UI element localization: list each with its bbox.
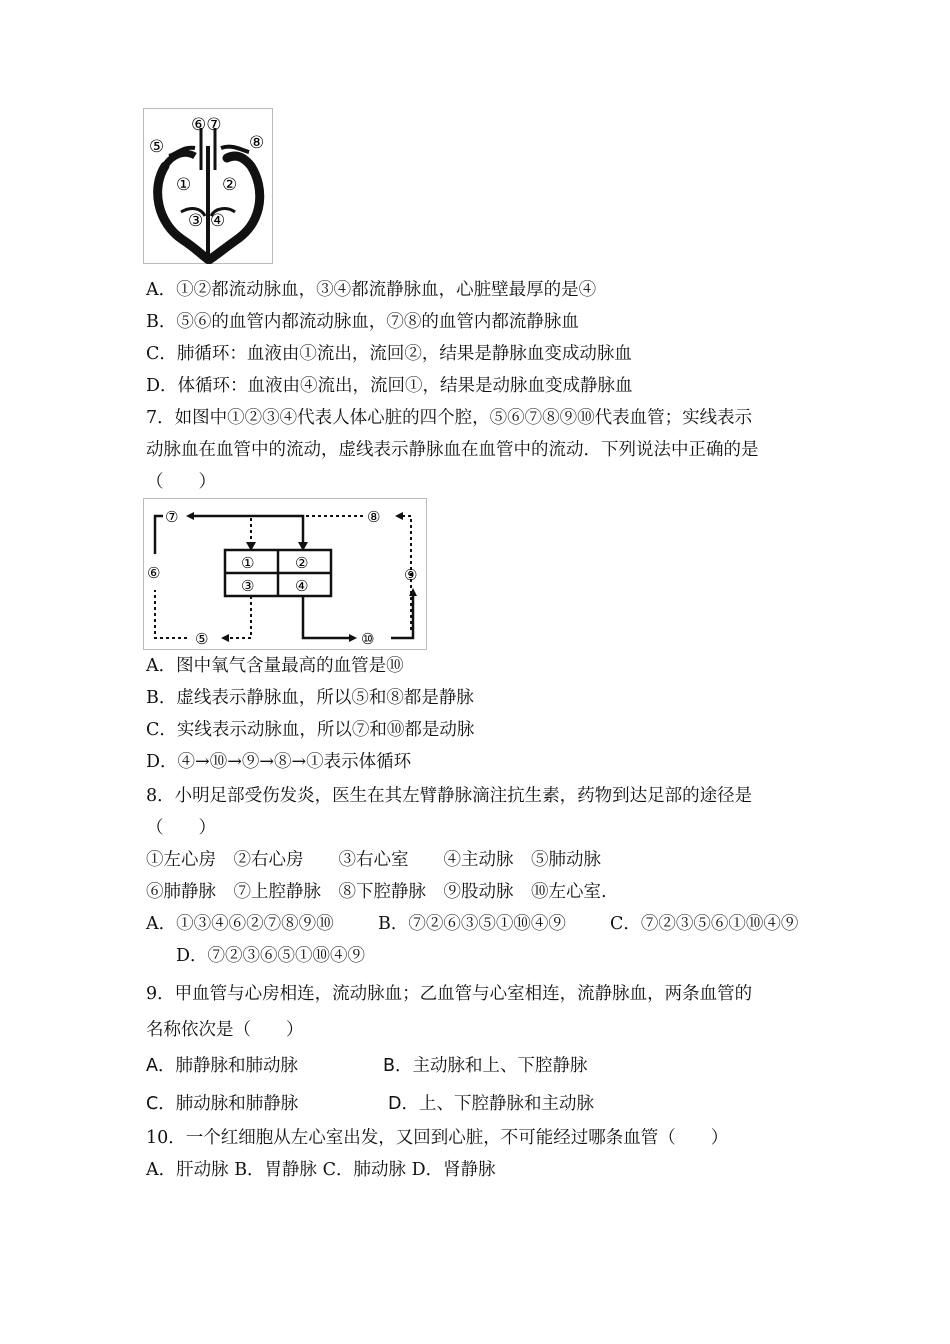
vessel-8-label: ⑧ [367,508,381,526]
q9-stem-line2: 名称依次是（ ） [146,1020,304,1040]
q8-items-line1: ①左心房 ②右心房 ③右心室 ④主动脉 ⑤肺动脉 [146,850,601,870]
q8-stem-line1: 8．小明足部受伤发炎，医生在其左臂静脉滴注抗生素，药物到达足部的途径是 [146,786,753,806]
heart-label-6-7: ⑥⑦ [191,115,222,135]
vessel-6-label: ⑥ [147,564,161,582]
q7-option-d: D．④→⑩→⑨→⑧→①表示体循环 [146,752,412,772]
q10-options: A．肝动脉 B．胃静脉 C．肺动脉 D．肾静脉 [146,1160,496,1180]
q8-option-a: A．①③④⑥②⑦⑧⑨⑩ [146,914,334,934]
chamber-4-label: ④ [295,577,309,595]
q7-option-a: A．图中氧气含量最高的血管是⑩ [146,656,404,676]
q7-option-c: C．实线表示动脉血，所以⑦和⑩都是动脉 [146,720,475,740]
q7-option-b: B．虚线表示静脉血，所以⑤和⑧都是静脉 [146,688,474,708]
q9-stem-line1: 9．甲血管与心房相连，流动脉血；乙血管与心室相连，流静脉血，两条血管的 [146,984,753,1004]
q9-option-d: D．上、下腔静脉和主动脉 [388,1094,594,1114]
vessel-7-label: ⑦ [165,508,179,526]
heart-label-4: ④ [210,211,226,231]
heart-label-1: ① [176,175,192,195]
q7-stem-line3: （ ） [146,472,216,492]
q9-option-c: C．肺动脉和肺静脉 [146,1094,299,1114]
heart-label-8: ⑧ [249,133,265,153]
q6-option-a: A．①②都流动脉血，③④都流静脉血，心脏壁最厚的是④ [146,280,597,300]
heart-diagram [143,108,273,264]
q7-stem-line2: 动脉血在血管中的流动，虚线表示静脉血在血管中的流动．下列说法中正确的是 [146,440,759,460]
q8-stem-line2: （ ） [146,818,216,838]
heart-label-3: ③ [188,211,204,231]
q8-items-line2: ⑥肺静脉 ⑦上腔静脉 ⑧下腔静脉 ⑨股动脉 ⑩左心室. [146,882,607,902]
q8-option-d: D．⑦②③⑥⑤①⑩④⑨ [176,946,366,966]
q6-option-b: B．⑤⑥的血管内都流动脉血，⑦⑧的血管内都流静脉血 [146,312,579,332]
heart-label-5: ⑤ [149,137,165,157]
q9-option-b: B．主动脉和上、下腔静脉 [383,1056,588,1076]
q9-option-a: A．肺静脉和肺动脉 [146,1056,298,1076]
q7-stem-line1: 7．如图中①②③④代表人体心脏的四个腔，⑤⑥⑦⑧⑨⑩代表血管；实线表示 [146,408,753,428]
chamber-1-label: ① [241,554,255,572]
vessel-5-label: ⑤ [195,630,209,648]
q10-stem: 10．一个红细胞从左心室出发，又回到心脏，不可能经过哪条血管（ ） [146,1128,729,1148]
q8-option-c: C．⑦②③⑤⑥①⑩④⑨ [610,914,799,934]
chamber-2-label: ② [295,554,309,572]
circulation-diagram [143,498,427,650]
chamber-3-label: ③ [241,577,255,595]
vessel-9-label: ⑨ [404,566,418,584]
heart-label-2: ② [222,175,238,195]
vessel-10-label: ⑩ [361,630,375,648]
q8-option-b: B．⑦②⑥③⑤①⑩④⑨ [378,914,566,934]
q6-option-c: C．肺循环：血液由①流出，流回②，结果是静脉血变成动脉血 [146,344,632,364]
q6-option-d: D．体循环：血液由④流出，流回①，结果是动脉血变成静脉血 [146,376,633,396]
